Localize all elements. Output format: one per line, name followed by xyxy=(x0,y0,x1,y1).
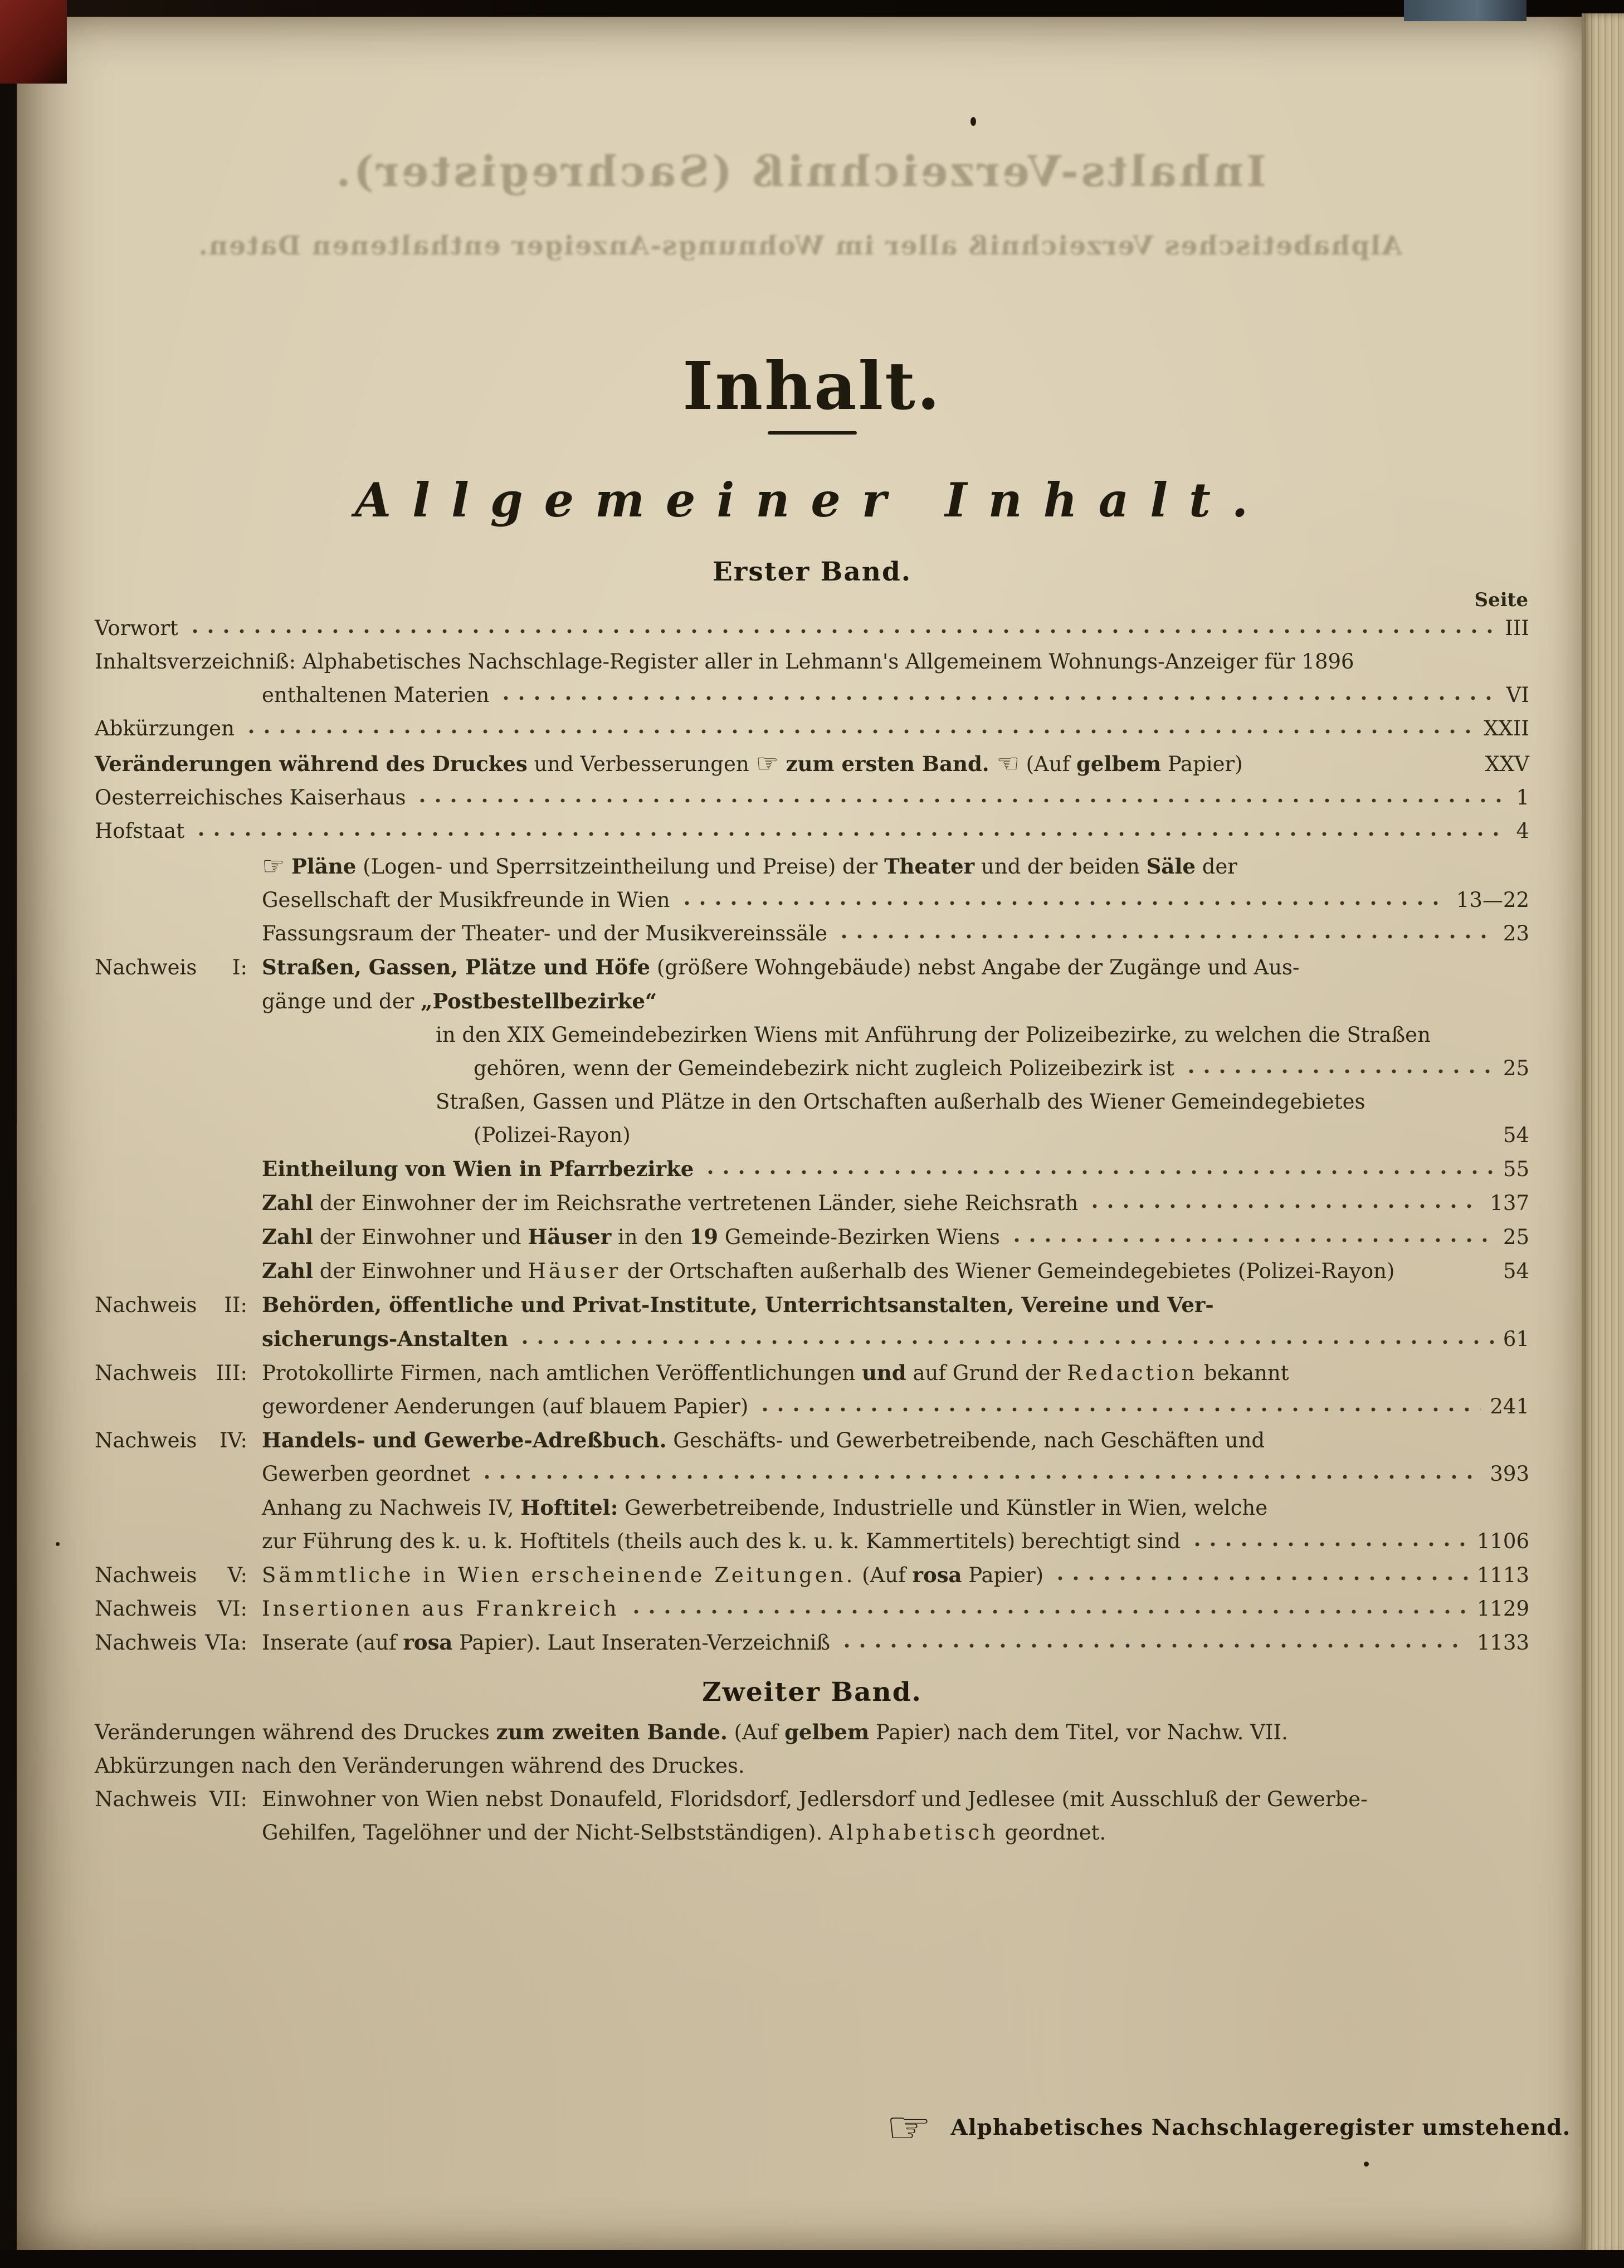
entry-text-segment: Gesellschaft der Musikfreunde in Wien xyxy=(262,887,670,912)
entry-text-segment: in den XIX Gemeindebezirken Wiens mit Anführung der Polizeibezirke, zu welchen die Straßen xyxy=(436,1022,1431,1047)
entry-label xyxy=(95,1424,262,1457)
entry-text xyxy=(262,917,827,950)
entry-label-part: VI: xyxy=(217,1596,247,1621)
entry-text-segment: Redaction xyxy=(1067,1360,1198,1385)
book-top-edge xyxy=(0,0,1624,17)
toc-line xyxy=(95,1152,1529,1186)
entry-text xyxy=(262,1626,830,1660)
page-number: 393 xyxy=(1490,1461,1529,1486)
toc-line xyxy=(95,1186,1529,1220)
toc-line xyxy=(95,1783,1529,1816)
entry-text xyxy=(262,884,670,917)
entry-label-part: Nachweis xyxy=(95,1630,197,1655)
entry-text-segment: Veränderungen während des Druckes xyxy=(95,1720,496,1745)
toc-line xyxy=(95,984,1529,1018)
entry-text xyxy=(95,781,406,814)
entry-text-segment: Abkürzungen xyxy=(95,716,235,740)
entry-text-segment: Geschäfts- und Gewerbetreibende, nach Geschäften und xyxy=(666,1428,1265,1452)
entry-text-segment: Papier) nach dem Titel, vor Nachw. VII. xyxy=(869,1720,1288,1745)
spine-corner xyxy=(0,0,67,84)
bleedthrough-line: Inhalts-Verzeichniß (Sachregister). xyxy=(333,147,1266,196)
entry-text-segment: gewordener Aenderungen (auf blauem Papier) xyxy=(262,1394,749,1418)
entry-text-segment: (Polizei-Rayon) xyxy=(474,1123,631,1147)
entry-text-segment: Hoftitel: xyxy=(520,1495,618,1520)
entry-label-part: Nachweis xyxy=(95,1292,197,1317)
entry-text-segment: Anhang zu Nachweis IV, xyxy=(262,1495,521,1520)
toc-line xyxy=(95,712,1529,745)
entry-label-part: IV: xyxy=(219,1428,247,1452)
entry-text xyxy=(262,1457,470,1491)
entry-text-segment: der Einwohner der im Reichsrathe vertretenen Länder, siehe Reichsrath xyxy=(313,1191,1079,1215)
band2-toc xyxy=(95,1715,1529,1850)
toc-line xyxy=(95,1119,1529,1152)
entry-text xyxy=(95,1749,745,1783)
toc-line xyxy=(95,1749,1529,1783)
entry-text-segment: Papier) xyxy=(962,1563,1044,1587)
page-number: 23 xyxy=(1503,921,1529,945)
book-page xyxy=(17,16,1583,2251)
entry-text-segment: und Verbesserungen xyxy=(527,752,756,776)
toc-line xyxy=(95,1254,1529,1288)
page-number: 54 xyxy=(1503,1259,1529,1283)
entry-label xyxy=(95,1289,262,1322)
entry-text-segment: (Logen- und Sperrsitzeintheilung und Preise) der xyxy=(356,854,885,879)
entry-text-segment: Inhaltsverzeichniß: Alphabetisches Nachschlage-Register aller in Lehmann's Allgemeinem Wohnungs-Anzeiger für 1896 xyxy=(95,649,1354,674)
entry-text-segment: Gemeinde-Bezirken Wiens xyxy=(718,1225,1000,1249)
toc-line xyxy=(95,884,1529,917)
entry-label-part: V: xyxy=(227,1563,247,1587)
entry-text xyxy=(95,1715,1288,1749)
entry-text-segment: Einwohner von Wien nebst Donaufeld, Floridsdorf, Jedlersdorf und Jedlesee (mit Ausschluß der Gewerbe- xyxy=(262,1787,1368,1812)
dotted-leader xyxy=(479,1473,1481,1481)
band1-heading: Erster Band. xyxy=(712,557,912,588)
dotted-leader xyxy=(679,899,1447,907)
entry-text-segment: „Postbestellbezirke“ xyxy=(421,988,657,1013)
page-number: 54 xyxy=(1503,1123,1529,1147)
dotted-leader xyxy=(1052,1574,1468,1582)
entry-text xyxy=(262,1254,1394,1288)
entry-text-segment: Straßen, Gassen und Plätze in den Ortschaften außerhalb des Wiener Gemeindegebietes xyxy=(436,1089,1365,1114)
entry-label xyxy=(95,1592,262,1626)
entry-text xyxy=(262,848,1237,884)
page-number: 137 xyxy=(1490,1191,1529,1215)
entry-text-segment: der Einwohner und xyxy=(313,1259,528,1283)
toc-line xyxy=(95,1288,1529,1322)
dotted-leader xyxy=(839,1642,1468,1650)
entry-text-segment: Sämmtliche in Wien erscheinende Zeitungen. xyxy=(262,1563,856,1587)
entry-text-segment: Papier). Laut Inseraten-Verzeichniß xyxy=(452,1630,831,1655)
bleedthrough-text xyxy=(17,147,1583,261)
page-number: 1106 xyxy=(1476,1529,1529,1553)
entry-text-segment: gehören, wenn der Gemeindebezirk nicht zugleich Polizeibezirk ist xyxy=(474,1056,1174,1080)
toc-line xyxy=(95,814,1529,848)
dotted-leader xyxy=(1087,1202,1481,1210)
toc-line xyxy=(95,781,1529,814)
footer-note: Alphabetisches Nachschlageregister umstehend. xyxy=(950,2115,1571,2140)
dotted-leader xyxy=(517,1338,1494,1346)
dotted-leader xyxy=(628,1608,1468,1616)
page-number: VI xyxy=(1506,682,1529,707)
entry-text-segment: Säle xyxy=(1146,853,1196,879)
dotted-leader xyxy=(757,1406,1481,1413)
entry-text xyxy=(95,745,1243,781)
entry-text xyxy=(474,1119,631,1152)
toc-line xyxy=(95,645,1529,679)
dotted-leader xyxy=(187,627,1496,635)
page-number: 25 xyxy=(1503,1225,1529,1249)
entry-text-segment: Häuser xyxy=(528,1224,612,1249)
entry-label-part: Nachweis xyxy=(95,1360,197,1385)
entry-text-segment: rosa xyxy=(403,1630,453,1655)
toc-line xyxy=(95,1626,1529,1660)
entry-text xyxy=(262,1558,1043,1592)
ink-speck xyxy=(56,1542,60,1546)
toc-line xyxy=(95,1390,1529,1423)
entry-text-segment: zum zweiten Bande. xyxy=(496,1720,728,1745)
entry-text xyxy=(262,1783,1368,1816)
entry-text-segment: Veränderungen während des Druckes xyxy=(95,751,528,776)
entry-text-segment: in den xyxy=(611,1225,690,1249)
entry-label xyxy=(95,1626,262,1660)
toc-line xyxy=(95,1558,1529,1592)
page-footer xyxy=(886,2102,1571,2153)
entry-text xyxy=(474,1052,1174,1085)
entry-text-segment xyxy=(285,855,291,879)
dotted-leader xyxy=(1009,1236,1494,1244)
toc-line xyxy=(95,1356,1529,1390)
pointing-hand-icon: ☞ xyxy=(262,850,285,881)
entry-text-segment: der Ortschaften außerhalb des Wiener Gemeindegebietes (Polizei-Rayon) xyxy=(621,1259,1395,1283)
entry-text xyxy=(262,1816,1106,1850)
entry-text-segment: Abkürzungen nach den Veränderungen während des Druckes. xyxy=(95,1754,745,1778)
entry-text xyxy=(262,1322,508,1356)
entry-text-segment: rosa xyxy=(912,1562,962,1587)
toc-line xyxy=(95,1457,1529,1491)
entry-text-segment: Häuser xyxy=(528,1259,621,1283)
section-title: Allgemeiner Inhalt. xyxy=(354,472,1270,528)
book-bottom-edge xyxy=(0,2250,1624,2268)
dotted-leader xyxy=(243,728,1475,735)
entry-text-segment: Fassungsraum der Theater- und der Musikvereinssäle xyxy=(262,921,828,945)
entry-text-segment: (Auf xyxy=(1019,752,1077,776)
entry-text-segment: (Auf xyxy=(855,1563,913,1587)
page-number: 1113 xyxy=(1476,1563,1529,1587)
entry-text-segment: Theater xyxy=(884,853,975,879)
entry-text-segment: auf Grund der xyxy=(906,1360,1067,1385)
toc-line xyxy=(95,1715,1529,1749)
entry-label-part: Nachweis xyxy=(95,1428,197,1452)
page-number: 13—22 xyxy=(1456,887,1529,912)
page-number: XXV xyxy=(1485,752,1529,776)
entry-text-segment: Protokollirte Firmen, nach amtlichen Veröffentlichungen xyxy=(262,1360,862,1385)
leader-spacer xyxy=(1252,763,1476,771)
leader-spacer xyxy=(640,1134,1494,1142)
entry-text-segment: 19 xyxy=(689,1224,719,1249)
page-content xyxy=(95,347,1529,1850)
entry-text xyxy=(262,1356,1289,1390)
entry-label-part: II: xyxy=(224,1292,247,1317)
entry-text-segment: Behörden, öffentliche und Privat-Institute, Unterrichtsanstalten, Vereine und Ver- xyxy=(262,1292,1214,1317)
entry-label-part: VII: xyxy=(209,1787,247,1812)
entry-text xyxy=(262,1288,1214,1322)
page-number: 25 xyxy=(1503,1056,1529,1080)
dotted-leader xyxy=(1183,1067,1494,1075)
dotted-leader xyxy=(1189,1540,1468,1548)
entry-text-segment: Alphabetisch xyxy=(828,1821,998,1845)
entry-text xyxy=(262,1390,748,1423)
entry-label-part: III: xyxy=(216,1360,247,1385)
entry-text xyxy=(262,1592,620,1626)
entry-label-part: Nachweis xyxy=(95,1787,197,1812)
page-edge-stack xyxy=(1582,13,1624,2256)
entry-text xyxy=(436,1085,1365,1119)
entry-text xyxy=(262,1491,1267,1525)
toc-line xyxy=(95,848,1529,884)
toc-line xyxy=(95,950,1529,984)
page-number: 241 xyxy=(1490,1394,1529,1418)
entry-text-segment: der Einwohner und xyxy=(313,1225,528,1249)
page-number: 61 xyxy=(1503,1326,1529,1351)
entry-text xyxy=(262,1220,1000,1254)
entry-text xyxy=(95,612,178,645)
entry-text xyxy=(262,950,1300,984)
toc-line xyxy=(95,1085,1529,1119)
entry-text xyxy=(95,712,235,745)
dotted-leader xyxy=(498,694,1497,702)
entry-text xyxy=(436,1018,1431,1052)
entry-text-segment: gänge und der xyxy=(262,989,421,1013)
entry-label xyxy=(95,951,262,984)
page-column-header: Seite xyxy=(1474,588,1528,611)
entry-text xyxy=(262,984,657,1018)
entry-text xyxy=(95,814,184,848)
entry-text-segment: Zahl xyxy=(262,1258,313,1283)
entry-label xyxy=(95,1783,262,1816)
entry-text xyxy=(262,679,489,712)
toc-line xyxy=(95,1592,1529,1626)
dotted-leader xyxy=(703,1168,1494,1176)
entry-text-segment: bekannt xyxy=(1197,1360,1289,1385)
entry-label-part: VIa: xyxy=(205,1630,247,1655)
page-number: 55 xyxy=(1503,1157,1529,1181)
entry-text-segment: Inserate (auf xyxy=(262,1630,403,1655)
band1-toc xyxy=(95,612,1529,1660)
entry-text-segment: (Auf xyxy=(727,1720,785,1745)
toc-line xyxy=(95,1018,1529,1052)
entry-label-part: Nachweis xyxy=(95,955,197,979)
entry-text-segment: Pläne xyxy=(291,853,357,879)
top-right-corner xyxy=(1404,0,1527,21)
page-number: 4 xyxy=(1516,818,1529,843)
entry-text-segment: Gehilfen, Tagelöhner und der Nicht-Selbstständigen). xyxy=(262,1821,829,1845)
page-number: 1133 xyxy=(1476,1630,1529,1655)
entry-text-segment: Papier) xyxy=(1161,752,1243,776)
entry-text-segment: Gewerben geordnet xyxy=(262,1461,470,1486)
entry-text-segment: Insertionen aus Frankreich xyxy=(262,1596,620,1621)
page-title: Inhalt. xyxy=(682,347,942,425)
entry-label-part: Nachweis xyxy=(95,1563,197,1587)
entry-label-part: Nachweis xyxy=(95,1596,197,1621)
toc-line xyxy=(95,612,1529,645)
dotted-leader xyxy=(414,797,1507,804)
band2-heading: Zweiter Band. xyxy=(702,1676,922,1708)
entry-label xyxy=(95,1559,262,1592)
page-number: III xyxy=(1505,616,1529,640)
entry-text xyxy=(262,1423,1265,1457)
leader-spacer xyxy=(1403,1270,1494,1278)
entry-text xyxy=(262,1152,694,1186)
pointing-hand-icon: ☞ xyxy=(886,2102,932,2153)
ink-speck xyxy=(971,117,976,126)
entry-text xyxy=(262,1186,1078,1220)
page-number: 1 xyxy=(1516,785,1529,809)
ink-speck xyxy=(1364,2162,1369,2167)
toc-line xyxy=(95,917,1529,950)
entry-text-segment: Zahl xyxy=(262,1190,313,1215)
pointing-hand-icon: ☞ xyxy=(755,748,779,778)
entry-text-segment: zur Führung des k. u. k. Hoftitels (theils auch des k. u. k. Kammertitels) berechtigt sind xyxy=(262,1529,1181,1553)
toc-line xyxy=(95,679,1529,712)
entry-text xyxy=(95,645,1354,679)
toc-line xyxy=(95,1220,1529,1254)
entry-label xyxy=(95,1357,262,1390)
entry-text-segment: Vorwort xyxy=(95,616,178,640)
toc-line xyxy=(95,1052,1529,1085)
entry-text-segment: Straßen, Gassen, Plätze und Höfe xyxy=(262,954,651,979)
entry-text-segment: und der beiden xyxy=(974,854,1147,879)
bleedthrough-line: Alphabetisches Verzeichniß aller im Wohnungs-Anzeiger enthaltenen Daten. xyxy=(197,231,1402,261)
toc-line xyxy=(95,1423,1529,1457)
entry-text-segment: gelbem xyxy=(1076,751,1162,776)
entry-text-segment: sicherungs-Anstalten xyxy=(262,1326,509,1351)
entry-text-segment: Gewerbetreibende, Industrielle und Künstler in Wien, welche xyxy=(618,1495,1268,1520)
page-number: XXII xyxy=(1484,716,1529,740)
entry-text-segment: geordnet. xyxy=(998,1821,1106,1845)
toc-line xyxy=(95,1322,1529,1356)
toc-line xyxy=(95,1525,1529,1558)
entry-text xyxy=(262,1525,1181,1558)
entry-text-segment: Handels- und Gewerbe-Adreßbuch. xyxy=(262,1427,667,1452)
entry-text-segment: zum ersten Band. xyxy=(778,751,997,776)
dotted-leader xyxy=(193,830,1507,838)
entry-text-segment: und xyxy=(861,1360,906,1385)
toc-line xyxy=(95,745,1529,781)
entry-text-segment: (größere Wohngebäude) nebst Angabe der Zugänge und Aus- xyxy=(650,955,1300,979)
entry-text-segment: Hofstaat xyxy=(95,818,185,843)
entry-text-segment: enthaltenen Materien xyxy=(262,682,490,707)
toc-line xyxy=(95,1816,1529,1850)
entry-text-segment: Oesterreichisches Kaiserhaus xyxy=(95,785,406,809)
toc-line xyxy=(95,1491,1529,1525)
entry-text-segment: Eintheilung von Wien in Pfarrbezirke xyxy=(262,1156,694,1181)
entry-label-part: I: xyxy=(232,955,247,979)
pointing-hand-icon: ☜ xyxy=(996,748,1020,778)
entry-text-segment: Zahl xyxy=(262,1224,313,1249)
title-divider xyxy=(768,431,857,435)
entry-text-segment: der xyxy=(1195,854,1237,879)
page-number: 1129 xyxy=(1476,1596,1529,1621)
entry-text-segment: gelbem xyxy=(784,1720,870,1745)
dotted-leader xyxy=(836,933,1494,940)
